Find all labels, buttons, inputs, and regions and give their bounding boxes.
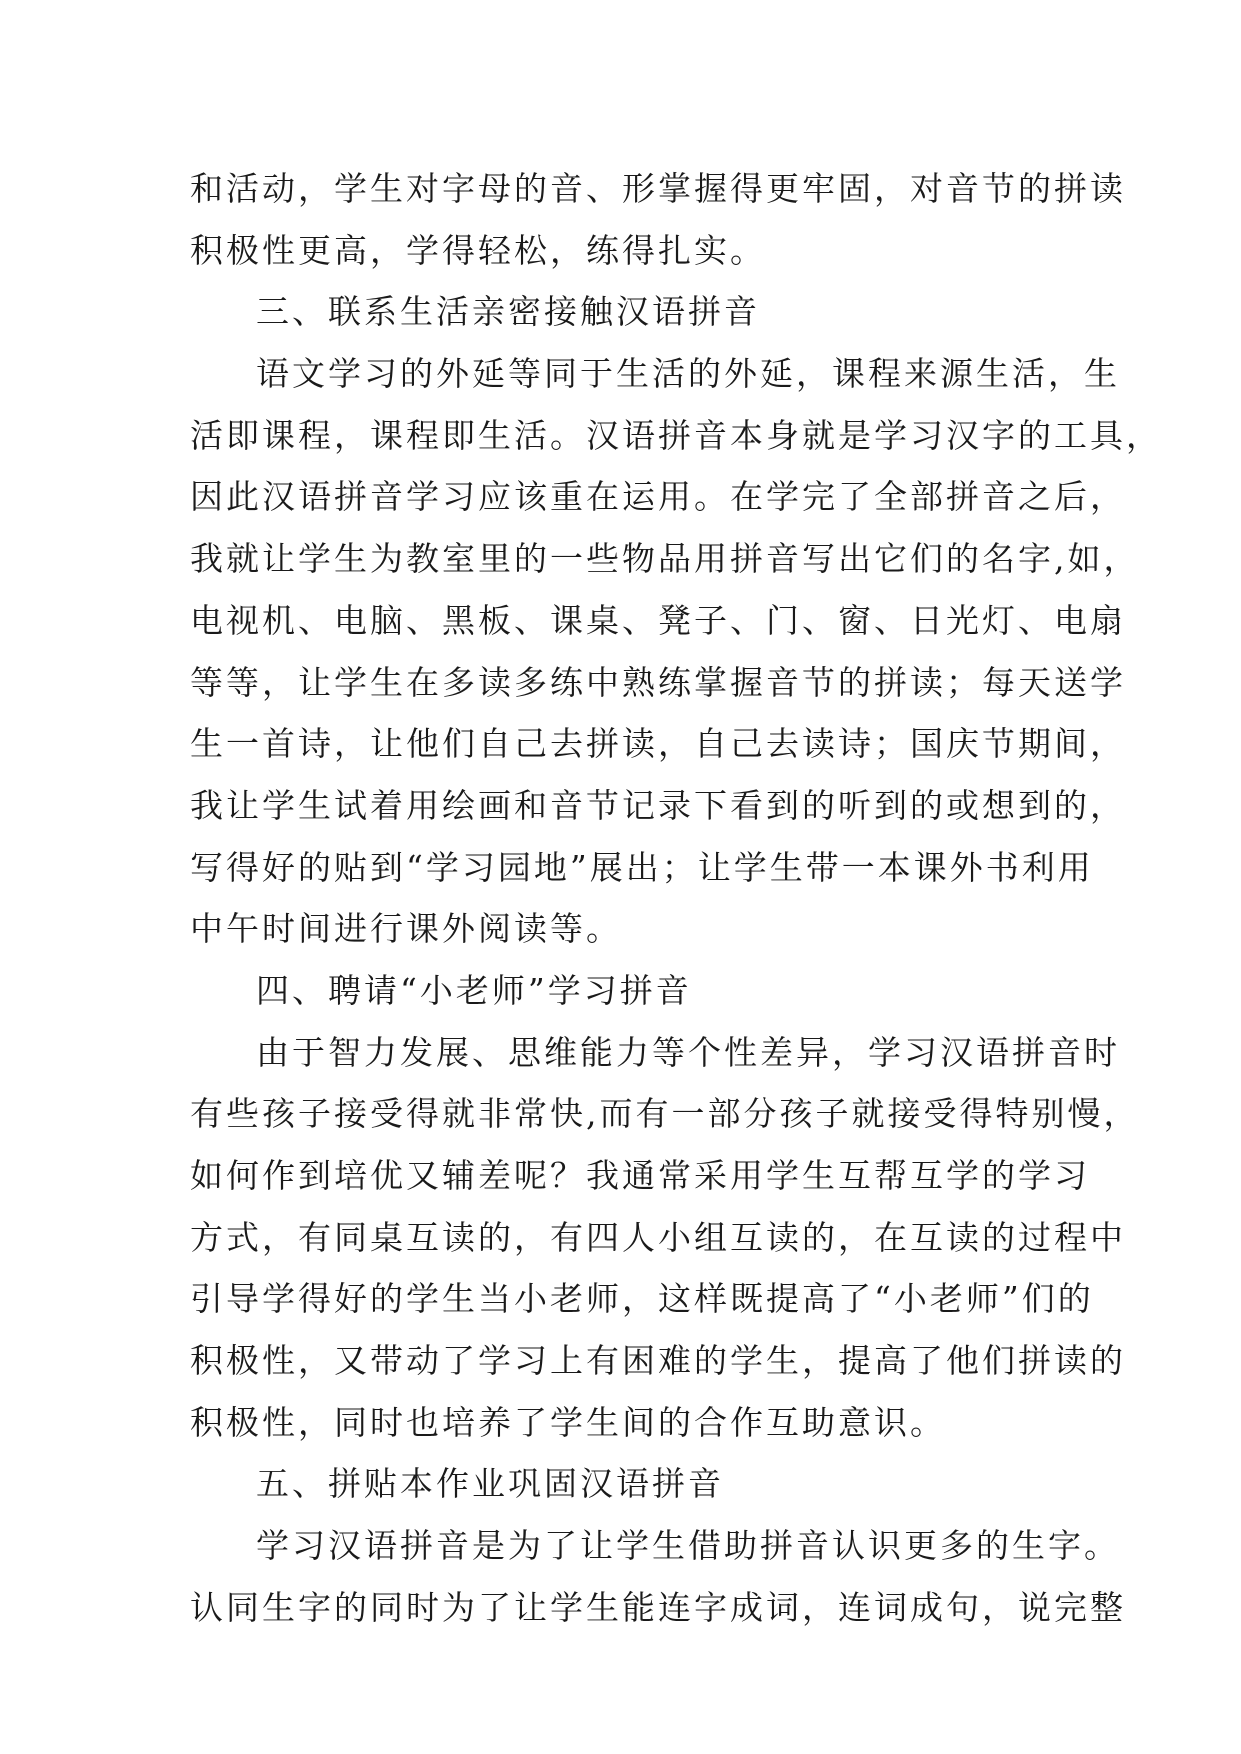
paragraph-line: 积极性更高，学得轻松，练得扎实。 bbox=[190, 230, 766, 270]
paragraph-line: 引导学得好的学生当小老师，这样既提高了“小老师”们的 bbox=[190, 1279, 1094, 1319]
paragraph-line: 因此汉语拼音学习应该重在运用。在学完了全部拼音之后， bbox=[190, 477, 1126, 517]
section-heading: 四、聘请“小老师”学习拼音 bbox=[256, 970, 692, 1010]
paragraph-line: 中午时间进行课外阅读等。 bbox=[190, 909, 622, 949]
paragraph-line: 学习汉语拼音是为了让学生借助拼音认识更多的生字。 bbox=[256, 1526, 1120, 1566]
document-body bbox=[190, 158, 1162, 1639]
paragraph-line: 等等，让学生在多读多练中熟练掌握音节的拼读；每天送学 bbox=[190, 662, 1126, 702]
paragraph-line: 方式，有同桌互读的，有四人小组互读的，在互读的过程中 bbox=[190, 1217, 1126, 1257]
paragraph-line: 活即课程，课程即生活。汉语拼音本身就是学习汉字的工具， bbox=[190, 415, 1162, 455]
paragraph-line: 积极性，又带动了学习上有困难的学生，提高了他们拼读的 bbox=[190, 1341, 1126, 1381]
paragraph-line: 我就让学生为教室里的一些物品用拼音写出它们的名字,如， bbox=[190, 539, 1140, 579]
paragraph-line: 我让学生试着用绘画和音节记录下看到的听到的或想到的， bbox=[190, 785, 1126, 825]
section-heading: 三、联系生活亲密接触汉语拼音 bbox=[256, 292, 760, 332]
paragraph-line: 电视机、电脑、黑板、课桌、凳子、门、窗、日光灯、电扇 bbox=[190, 600, 1126, 640]
paragraph-line: 和活动，学生对字母的音、形掌握得更牢固，对音节的拼读 bbox=[190, 169, 1126, 208]
paragraph-line: 写得好的贴到“学习园地”展出；让学生带一本课外书利用 bbox=[190, 847, 1094, 887]
section-heading: 五、拼贴本作业巩固汉语拼音 bbox=[256, 1464, 724, 1504]
paragraph-line: 积极性，同时也培养了学生间的合作互助意识。 bbox=[190, 1402, 946, 1442]
paragraph-line: 有些孩子接受得就非常快,而有一部分孩子就接受得特别慢， bbox=[190, 1094, 1140, 1134]
paragraph-line: 如何作到培优又辅差呢？我通常采用学生互帮互学的学习 bbox=[190, 1156, 1090, 1195]
paragraph-line: 生一首诗，让他们自己去拼读，自己去读诗；国庆节期间， bbox=[190, 724, 1126, 764]
paragraph-line: 由于智力发展、思维能力等个性差异，学习汉语拼音时 bbox=[256, 1032, 1120, 1072]
paragraph-line: 语文学习的外延等同于生活的外延，课程来源生活，生 bbox=[256, 354, 1120, 394]
paragraph-line: 认同生字的同时为了让学生能连字成词，连词成句，说完整 bbox=[190, 1587, 1126, 1627]
